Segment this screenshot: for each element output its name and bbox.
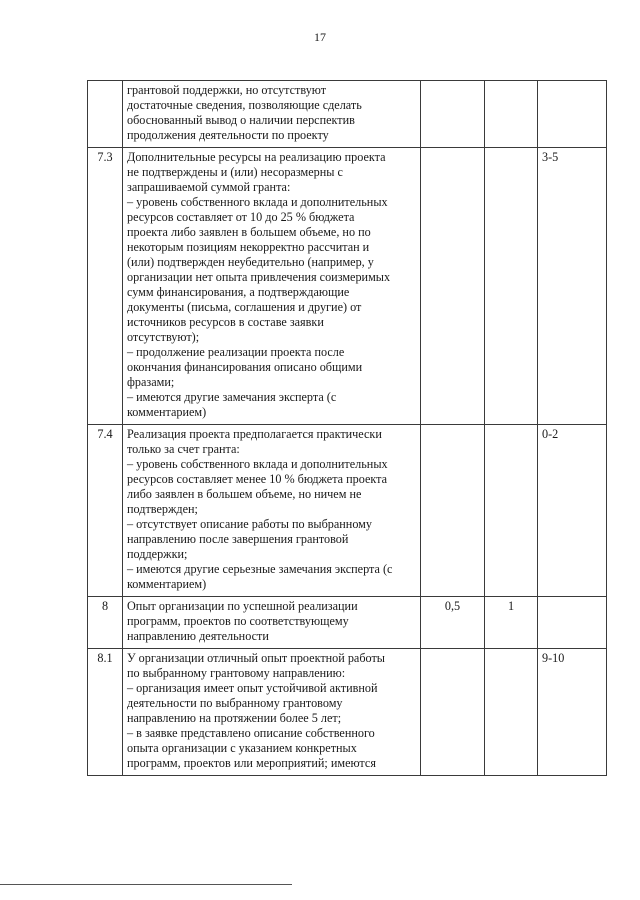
description-line: деятельности по выбранному грантовому <box>127 696 343 710</box>
criterion-ratio <box>485 148 538 425</box>
criterion-number: 7.3 <box>88 148 123 425</box>
description-line: сумм финансирования, а подтверждающие <box>127 285 350 299</box>
criterion-number: 8 <box>88 597 123 649</box>
description-line: Реализация проекта предполагается практически <box>127 427 382 441</box>
description-line: окончания финансирования описано общими <box>127 360 363 374</box>
description-line: комментарием) <box>127 405 207 419</box>
criterion-weight <box>421 649 485 776</box>
criterion-description <box>123 649 421 776</box>
description-line: программ, проектов по соответствующему <box>127 614 349 628</box>
page-number: 17 <box>314 30 326 44</box>
criterion-description <box>123 148 421 425</box>
description-line: подтвержден; <box>127 502 198 516</box>
description-line: опыта организации с указанием конкретных <box>127 741 357 755</box>
description-line: ресурсов составляет от 10 до 25 % бюджета <box>127 210 355 224</box>
criterion-score: 3-5 <box>538 148 607 425</box>
criterion-number: 8.1 <box>88 649 123 776</box>
description-line: направлению после завершения грантовой <box>127 532 349 546</box>
description-line: достаточные сведения, позволяющие сделать <box>127 98 362 112</box>
footnote-divider <box>0 884 292 885</box>
description-line: проекта либо заявлен в большем объеме, но по <box>127 225 371 239</box>
description-line: – имеются другие замечания эксперта (с <box>127 390 337 404</box>
description-line: документы (письма, соглашения и другие) от <box>127 300 362 314</box>
criterion-weight: 0,5 <box>421 597 485 649</box>
criterion-weight <box>421 425 485 597</box>
criterion-score: 9-10 <box>538 649 607 776</box>
description-line: поддержки; <box>127 547 188 561</box>
description-line: У организации отличный опыт проектной работы <box>127 651 385 665</box>
description-line: – уровень собственного вклада и дополнительных <box>127 195 388 209</box>
criterion-score <box>538 81 607 148</box>
table-row <box>88 649 607 776</box>
description-line: – организация имеет опыт устойчивой активной <box>127 681 378 695</box>
table-row <box>88 425 607 597</box>
description-line: организации нет опыта привлечения соизмеримых <box>127 270 391 284</box>
description-line: фразами; <box>127 375 175 389</box>
description-line: – в заявке представлено описание собственного <box>127 726 375 740</box>
criterion-score <box>538 597 607 649</box>
description-line: – уровень собственного вклада и дополнительных <box>127 457 388 471</box>
description-line: отсутствуют); <box>127 330 200 344</box>
description-line: ресурсов составляет менее 10 % бюджета проекта <box>127 472 388 486</box>
criterion-weight <box>421 81 485 148</box>
description-line: направлению деятельности <box>127 629 269 643</box>
table-row <box>88 81 607 148</box>
description-line: продолжения деятельности по проекту <box>127 128 329 142</box>
description-line: только за счет гранта: <box>127 442 240 456</box>
description-line: Дополнительные ресурсы на реализацию проекта <box>127 150 386 164</box>
criterion-description <box>123 597 421 649</box>
description-line: запрашиваемой суммой гранта: <box>127 180 291 194</box>
criteria-table <box>87 80 607 776</box>
criterion-description <box>123 425 421 597</box>
criterion-ratio: 1 <box>485 597 538 649</box>
description-line: по выбранному грантовому направлению: <box>127 666 346 680</box>
description-line: программ, проектов или мероприятий; имеются <box>127 756 376 770</box>
table-row <box>88 597 607 649</box>
description-line: комментарием) <box>127 577 207 591</box>
criterion-number: 7.4 <box>88 425 123 597</box>
description-line: либо заявлен в большем объеме, но ничем не <box>127 487 362 501</box>
criterion-description <box>123 81 421 148</box>
description-line: грантовой поддержки, но отсутствуют <box>127 83 327 97</box>
description-line: некоторым позициям некорректно рассчитан и <box>127 240 370 254</box>
description-line: – продолжение реализации проекта после <box>127 345 345 359</box>
criterion-score: 0-2 <box>538 425 607 597</box>
criterion-ratio <box>485 425 538 597</box>
criterion-ratio <box>485 649 538 776</box>
criteria-table-body <box>88 81 607 776</box>
description-line: Опыт организации по успешной реализации <box>127 599 358 613</box>
criterion-number <box>88 81 123 148</box>
criterion-ratio <box>485 81 538 148</box>
description-line: направлению на протяжении более 5 лет; <box>127 711 342 725</box>
description-line: – имеются другие серьезные замечания эксперта (с <box>127 562 393 576</box>
description-line: (или) подтвержден неубедительно (например, у <box>127 255 374 269</box>
description-line: не подтверждены и (или) несоразмерны с <box>127 165 343 179</box>
description-line: обоснованный вывод о наличии перспектив <box>127 113 355 127</box>
table-row <box>88 148 607 425</box>
description-line: – отсутствует описание работы по выбранному <box>127 517 372 531</box>
criterion-weight <box>421 148 485 425</box>
description-line: источников ресурсов в составе заявки <box>127 315 324 329</box>
